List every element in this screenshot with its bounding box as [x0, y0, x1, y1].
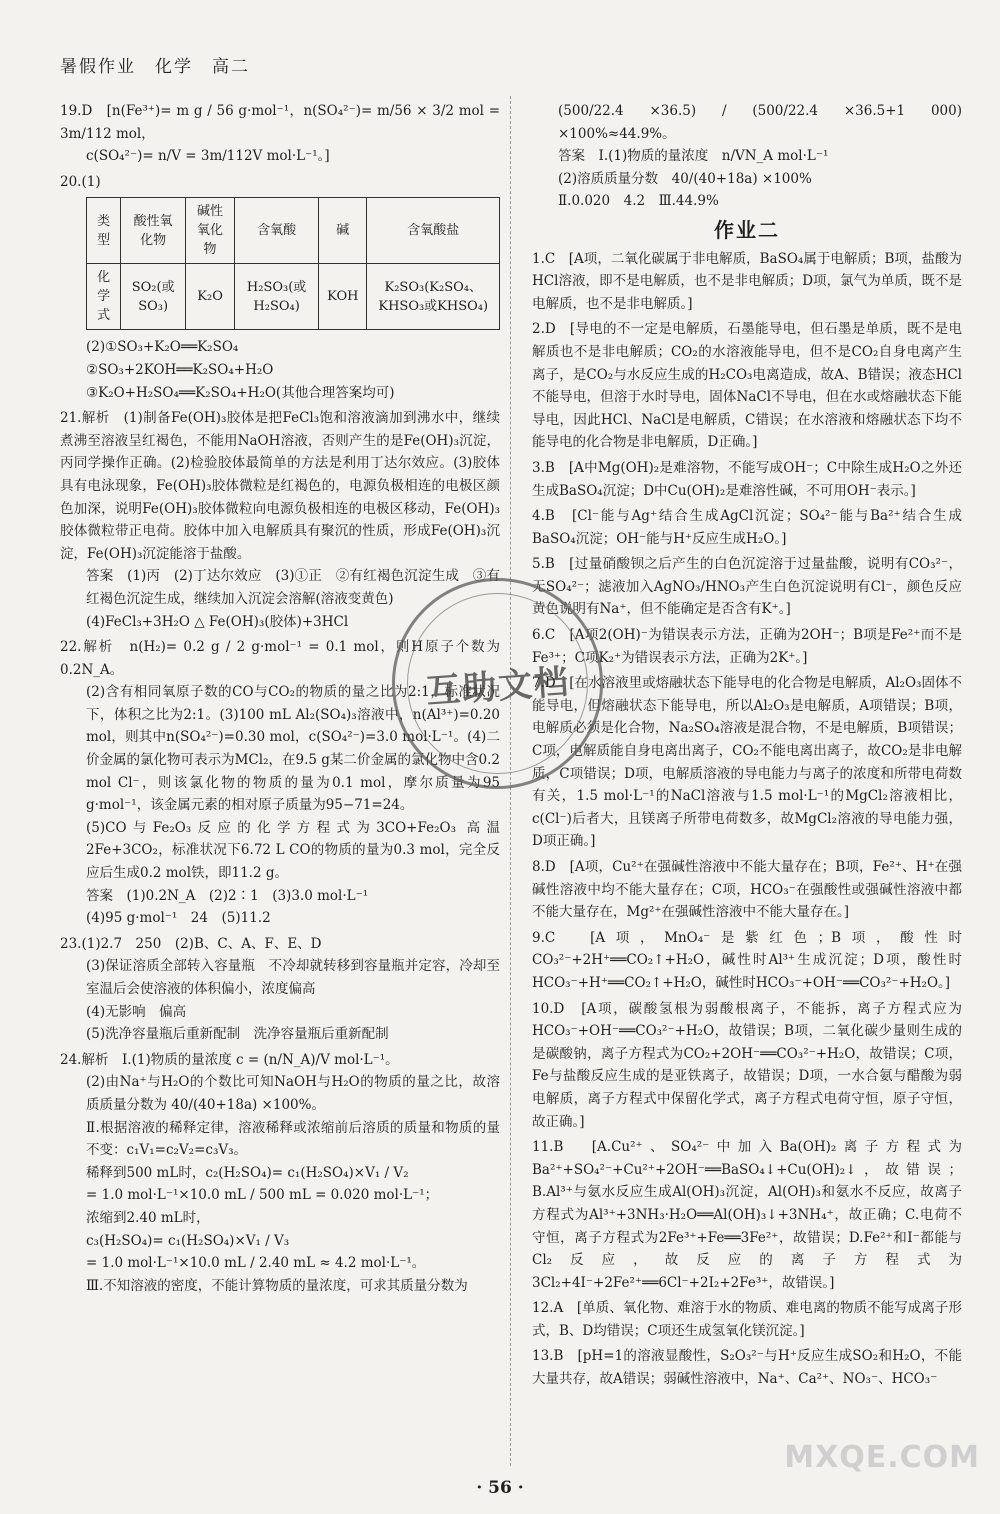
- table-header: 碱: [319, 198, 367, 264]
- answer-19: 19.D [n(Fe³⁺)= m g / 56 g·mol⁻¹，n(SO₄²⁻)= m/56 × 3/2 mol = 3m/112 mol， c(SO₄²⁻)= n/V = 3m/112V mol·L⁻¹。]: [60, 103, 500, 165]
- stamp-text: 互助文档: [424, 662, 571, 712]
- table-header: 含氧酸盐: [367, 198, 500, 264]
- answer-24-continued: (500/22.4 ×36.5) / (500/22.4 ×36.5+1 000) ×100%≈44.9%。 答案 Ⅰ.(1)物质的量浓度 n/VN_A mol·L⁻¹ (2)溶质质量分数 40/(40+18a) ×100% Ⅱ.0.020 4.2 Ⅲ.44.9%: [558, 103, 962, 210]
- answer-9: 9.C [A项，MnO₄⁻是紫红色；B项，酸性时CO₃²⁻+2H⁺══CO₂↑+H₂O，碱性时Al³⁺生成沉淀；D项，酸性时HCO₃⁻+H⁺══CO₂↑+H₂O，碱性时HCO₃⁻+OH⁻══CO₃²⁻+H₂O。]: [532, 929, 962, 991]
- answer-10: 10.D [A项，碳酸氢根为弱酸根离子，不能拆，离子方程式应为HCO₃⁻+OH⁻══CO₃²⁻+H₂O，故错误；B项，二氧化碳少量则生成的是碳酸钠，离子方程式为CO₂+2OH⁻══CO₃²⁻+H₂O，故错误；C项，Fe与盐酸反应生成的是亚铁离子，故错误；D项，一水合氨与醋酸为弱电解质，离子方程式中保留化学式，离子方程式电荷守恒，原子守恒，故正确。]: [532, 1000, 962, 1130]
- answer-5: 5.B [过量硝酸钡之后产生的白色沉淀溶于过量盐酸，说明有CO₃²⁻，无SO₄²⁻；滤液加入AgNO₃/HNO₃产生白色沉淀说明有Cl⁻，颜色反应黄色说明有Na⁺，但不能确定是否含有K⁺。]: [532, 556, 962, 618]
- classification-table: [86, 197, 500, 330]
- answer-13: 13.B [pH=1的溶液显酸性，S₂O₃²⁻与H⁺反应生成SO₂和H₂O，不能大量共存，故A错误；弱碱性溶液中，Na⁺、Ca²⁺、NO₃⁻、HCO₃⁻: [532, 1348, 962, 1388]
- table-cell: K₂SO₃(K₂SO₄、KHSO₃或KHSO₄): [367, 264, 500, 330]
- answer-12: 12.A [单质、氧化物、难溶于水的物质、难电离的物质不能写成离子形式，B、D均错误；C项还生成氢氧化镁沉淀。]: [532, 1300, 962, 1339]
- answer-1: 1.C [A项，二氧化碳属于非电解质，BaSO₄属于电解质；B项，盐酸为HCl溶液，即不是电解质，也不是非电解质；D项，氯气为单质，既不是电解质，也不是非电解质。]: [532, 250, 962, 312]
- table-cell: K₂O: [186, 264, 235, 330]
- page-number: · 56 ·: [476, 1478, 524, 1498]
- page-header: 暑假作业 化学 高二: [60, 57, 250, 77]
- table-cell: H₂SO₃(或H₂SO₄): [235, 264, 319, 330]
- site-watermark: MXQE.COM: [784, 1440, 980, 1475]
- answer-11: 11.B [A.Cu²⁺、SO₄²⁻中加入Ba(OH)₂离子方程式为Ba²⁺+SO₄²⁻+Cu²⁺+2OH⁻══BaSO₄↓+Cu(OH)₂↓，故错误；B.Al³⁺与氨水反应生成Al(OH)₃沉淀，Al(OH)₃和氨水不反应，故离子方程式为Al³⁺+3NH₃·H₂O══Al(OH)₃↓+3NH₄⁺，故正确；C.电荷不守恒，离子方程式为2Fe³⁺+Fe══3Fe²⁺，故错误；D.Fe²⁺和I⁻都能与Cl₂反应，故反应的离子方程式为3Cl₂+4I⁻+2Fe²⁺══6Cl⁻+2I₂+2Fe³⁺，故错误。]: [532, 1139, 962, 1291]
- answer-20: 20.(1) 类型 酸性氧化物 碱性氧化物 含氧酸 碱 含氧酸盐 化学式 SO₂(或SO₃) K₂O H₂SO₃(或H₂SO₄) KOH K₂SO₃(K₂SO₄、KHSO₃或KHSO₄) (2)①SO₃+K₂O══K₂SO₄ ②SO₃+2KOH══K₂SO₄+H₂O ③K₂O+H₂SO₄══K₂SO₄+H₂O(其他合理答案均可): [60, 171, 500, 404]
- table-header: 类型: [87, 198, 121, 264]
- answer-3: 3.B [A中Mg(OH)₂是难溶物，不能写成OH⁻；C中除生成H₂O之外还生成BaSO₄沉淀；D中Cu(OH)₂是难溶性碱，不可用OH⁻表示。]: [532, 459, 962, 499]
- answer-23: 23.(1)2.7 250 (2)B、C、A、F、E、D (3)保证溶质全部转入容量瓶 不冷却就转移到容量瓶并定容，冷却至室温后会使溶液的体积偏小，浓度偏高 (4)无影响 偏高 (5)洗净容量瓶后重新配制 洗净容量瓶后重新配制: [60, 935, 500, 1043]
- answer-7: 7.D [在水溶液里或熔融状态下能导电的化合物是电解质，Al₂O₃固体不能导电，但熔融状态下能导电，所以Al₂O₃是电解质，A项错误；B项，电解质必须是化合物，Na₂SO₄溶液是混合物，不是电解质，B项错误；C项，电解质能自身电离出离子，CO₂不能电离出离子，故CO₂是非电解质，C项错误；D项，电解质溶液的导电能力与离子的浓度和所带电荷数有关，1.5 mol·L⁻¹的NaCl溶液与1.5 mol·L⁻¹的MgCl₂溶液相比，c(Cl⁻)后者大，且镁离子所带电荷数多，故MgCl₂溶液的导电能力强，D项正确。]: [532, 675, 962, 850]
- answer-21: 21.解析 (1)制备Fe(OH)₃胶体是把FeCl₃饱和溶液滴加到沸水中，继续煮沸至溶液呈红褐色，不能用NaOH溶液，否则产生的是Fe(OH)₃沉淀，丙同学操作正确。(2)检验胶体最简单的方法是利用丁达尔效应。(3)胶体具有电泳现象，Fe(OH)₃胶体微粒是红褐色的，电源负极相连的电极区颜色加深，说明Fe(OH)₃胶体微粒向电源负极相连的电极区移动，Fe(OH)₃胶体微粒带正电荷。胶体中加入电解质具有聚沉的性质，形成Fe(OH)₃沉淀，Fe(OH)₃沉淀能溶于盐酸。 答案 (1)丙 (2)丁达尔效应 (3)①正 ②有红褐色沉淀生成 ③有红褐色沉淀生成，继续加入沉淀会溶解(溶液变黄色) (4)FeCl₃+3H₂O △ Fe(OH)₃(胶体)+3HCl: [60, 410, 500, 630]
- table-header: 酸性氧化物: [121, 198, 186, 264]
- answer-6: 6.C [A项2(OH)⁻为错误表示方法，正确为2OH⁻；B项是Fe²⁺而不是Fe³⁺；C项K₂⁺为错误表示方法，正确为2K⁺。]: [532, 627, 962, 666]
- section-title: 作业二: [714, 217, 780, 242]
- answer-24: 24.解析 Ⅰ.(1)物质的量浓度 c = (n/N_A)/V mol·L⁻¹。 (2)由Na⁺与H₂O的个数比可知NaOH与H₂O的物质的量之比，故溶质质量分数为 40/(40+18a) ×100%。 Ⅱ.根据溶液的稀释定律，溶液稀释或浓缩前后溶质的质量和物质的量不变：c₁V₁=c₂V₂=c₃V₃。 稀释到500 mL时，c₂(H₂SO₄)= c₁(H₂SO₄)×V₁ / V₂ = 1.0 mol·L⁻¹×10.0 mL / 500 mL = 0.020 mol·L⁻¹； 浓缩到2.40 mL时， c₃(H₂SO₄)= c₁(H₂SO₄)×V₁ / V₃ = 1.0 mol·L⁻¹×10.0 mL / 2.40 mL ≈ 4.2 mol·L⁻¹。 Ⅲ.不知溶液的密度，不能计算物质的量浓度，可求其质量分数为: [60, 1051, 500, 1294]
- table-header: 碱性氧化物: [186, 198, 235, 264]
- answer-22: 22.解析 n(H₂)= 0.2 g / 2 g·mol⁻¹ = 0.1 mol，则H原子个数为0.2N_A。 (2)含有相同氧原子数的CO与CO₂的物质的量之比为2:1，标准状况下，体积之比为2:1。(3)100 mL Al₂(SO₄)₃溶液中，n(Al³⁺)=0.20 mol，则其中n(SO₄²⁻)=0.30 mol，c(SO₄²⁻)=3.0 mol·L⁻¹。(4)二价金属的氯化物可表示为MCl₂，在9.5 g某二价金属的氯化物中含0.2 mol Cl⁻，则该氯化物的物质的量为0.1 mol，摩尔质量为95 g·mol⁻¹，该金属元素的相对原子质量为95−71=24。 (5)CO与Fe₂O₃反应的化学方程式为3CO+Fe₂O₃ 高温 2Fe+3CO₂，标准状况下6.72 L CO的物质的量为0.3 mol，完全反应后生成0.2 mol铁，即11.2 g。 答案 (1)0.2N_A (2)2∶1 (3)3.0 mol·L⁻¹ (4)95 g·mol⁻¹ 24 (5)11.2: [60, 639, 500, 927]
- table-cell: SO₂(或SO₃): [121, 264, 186, 330]
- answer-4: 4.B [Cl⁻能与Ag⁺结合生成AgCl沉淀；SO₄²⁻能与Ba²⁺结合生成BaSO₄沉淀；OH⁻能与H⁺反应生成H₂O。]: [532, 508, 962, 547]
- right-column: [532, 100, 962, 1394]
- answer-2: 2.D [导电的不一定是电解质，石墨能导电，但石墨是单质，既不是电解质也不是非电解质；CO₂的水溶液能导电，但不是CO₂自身电离产生离子，是CO₂与水反应生成的H₂CO₃电离造成，故A、B错误；液态HCl不能导电，但溶于水时导电，固体NaCl不导电，但在水或熔融状态下能导电，因此HCl、NaCl是电解质，C错误；在水溶液和熔融状态下均不能导电的化合物是非电解质，D正确。]: [532, 321, 962, 451]
- answer-8: 8.D [A项，Cu²⁺在强碱性溶液中不能大量存在；B项，Fe²⁺、H⁺在强碱性溶液中均不能大量存在；C项，HCO₃⁻在强酸性或强碱性溶液中都不能大量存在，Mg²⁺在强碱性溶液中不能大量存在。]: [532, 859, 962, 921]
- watermark-stamp: [392, 578, 603, 789]
- table-cell: KOH: [319, 264, 367, 330]
- table-row-label: 化学式: [87, 264, 121, 330]
- table-header: 含氧酸: [235, 198, 319, 264]
